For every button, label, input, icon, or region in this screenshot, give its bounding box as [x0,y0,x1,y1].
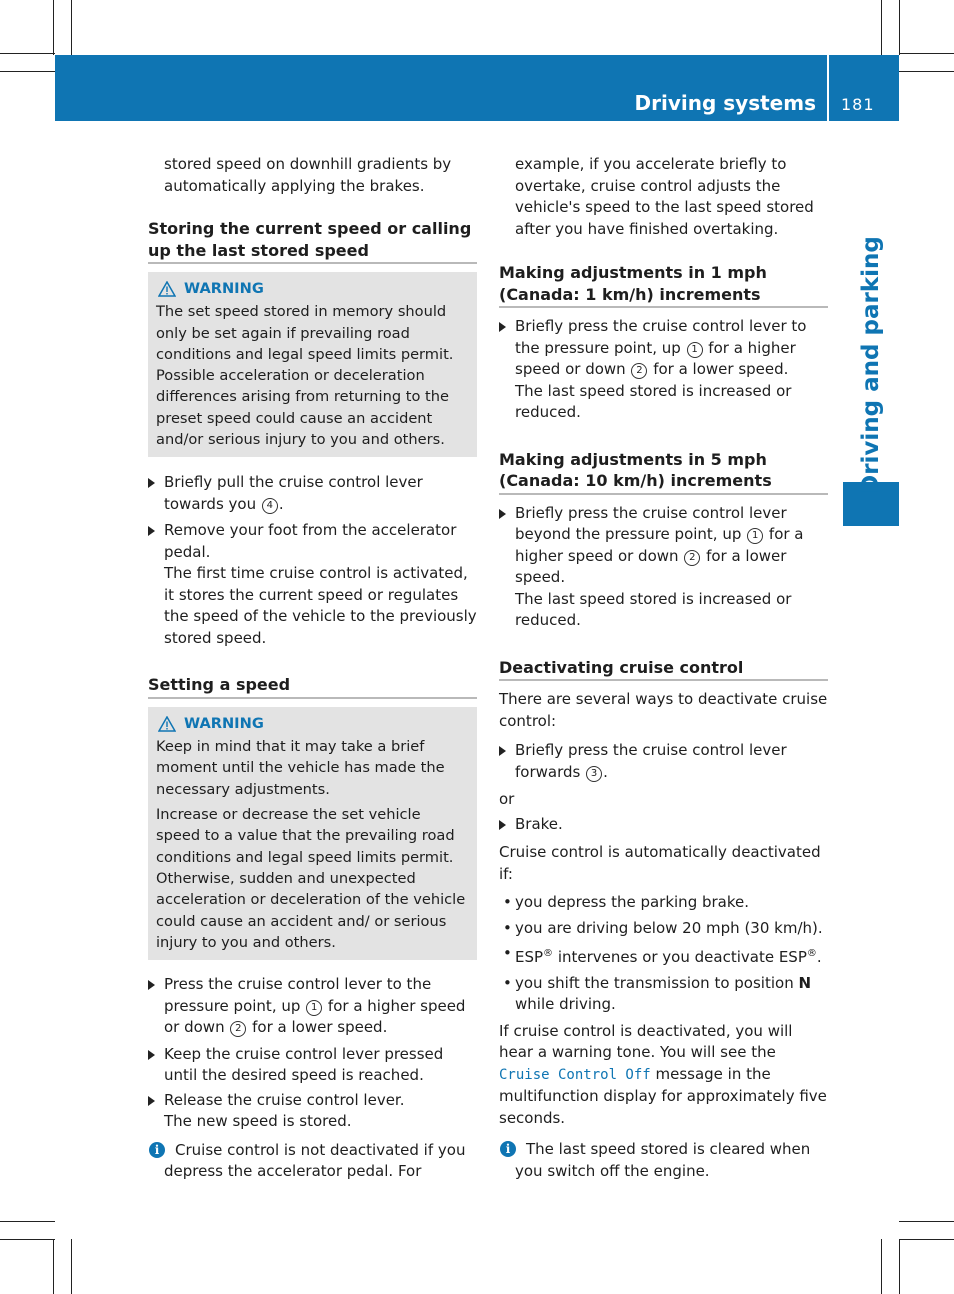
bullet-dot: • [503,973,512,992]
warning-box [148,272,477,457]
step-text: Briefly press the cruise control lever forwards [515,741,787,781]
step-arrow-icon [148,526,155,536]
warning-text: Increase or decrease the set vehicle speed to a value that the prevailing road conditions and legal speed limits permit. Otherwise, sudden and unexpected acceleration or deceleration of the vehicle could cause an accident and/ or serious injury to you and others. [156,806,466,951]
step-item [499,814,828,836]
page-number: 181 [841,95,875,114]
step-item [499,503,828,632]
heading-1mph: Making adjustments in 1 mph (Canada: 1 km/h) increments [499,262,828,308]
display-message: Cruise Control Off [499,1066,651,1083]
step-text: Keep the cruise control lever pressed until the desired speed is reached. [164,1044,444,1085]
list-item [499,973,828,1016]
list-item-text: you shift the transmission to position [515,973,799,992]
step-arrow-icon [499,509,506,519]
step-text: Remove your foot from the accelerator pedal. [164,521,457,561]
deact-intro: There are several ways to deactivate cruise control: [499,690,828,730]
circled-number: 1 [306,1000,322,1016]
heading-5mph: Making adjustments in 5 mph (Canada: 10 km/h) increments [499,449,828,495]
list-item-text: you depress the parking brake. [515,893,750,911]
step-result-text: The new speed is stored. [164,1112,352,1131]
info-text: Cruise control is not deactivated if you depress the accelerator pedal. For [164,1140,466,1181]
step-item [499,316,828,424]
circled-number: 2 [631,363,647,379]
step-result-text: The last speed stored is increased or reduced. [515,589,792,629]
warning-triangle-icon [158,716,176,732]
side-tab-label: Driving and parking [858,236,884,494]
crop-mark [899,1239,954,1240]
step-text: Press the cruise control lever to the pressure point, up [164,975,432,1015]
step-arrow-icon [148,478,155,488]
warning-title [158,278,469,299]
step-text: for a lower speed. [247,1018,388,1037]
list-item-text: ESP [515,948,544,966]
list-item-text: intervenes or you deactivate ESP [553,948,807,966]
warning-tone-text [499,1021,828,1130]
info-note [148,1140,477,1183]
step-item [148,472,477,515]
step-text: Brake. [515,814,563,833]
crop-mark [899,53,954,54]
or-text: or [499,790,515,808]
step-arrow-icon [148,1096,155,1106]
info-note [499,1139,828,1182]
step-text: Briefly press the cruise control lever beyond the pressure point, up [515,503,787,543]
heading-deactivating: Deactivating cruise control [499,657,828,682]
step-item [148,1090,477,1133]
warning-box [148,707,477,960]
registered-mark: ® [543,948,554,959]
list-item [499,918,828,940]
step-result-text: The first time cruise control is activated, it stores the current speed or regulates the speed of the vehicle to the previously stored speed. [164,564,477,647]
crop-mark [0,53,55,54]
heading-store-speed: Storing the current speed or calling up the last stored speed [148,218,477,264]
crop-mark [899,71,954,72]
step-text: for a higher speed or down [164,996,466,1037]
page-header [55,55,899,121]
right-column [499,154,828,1182]
section-title: Driving systems [634,91,816,115]
crop-mark [881,1239,882,1294]
step-arrow-icon [148,1050,155,1060]
header-divider [827,55,829,121]
warning-title-text: WARNING [184,714,264,732]
list-item-text: while driving. [515,995,616,1013]
heading-setting-speed: Setting a speed [148,674,477,699]
list-item [499,943,828,969]
step-text: for a lower speed. [515,546,787,586]
list-item [499,892,828,914]
crop-mark [71,1239,72,1294]
step-text: . [603,762,608,781]
crop-mark [0,1221,55,1222]
info-icon: i [149,1142,165,1158]
crop-mark [53,1239,54,1294]
intro-text: stored speed on downhill gradients by automatically applying the brakes. [164,155,452,195]
crop-mark [0,1239,55,1240]
step-text: for a higher speed or down [515,338,796,378]
auto-deact-intro: Cruise control is automatically deactivated if: [499,843,821,883]
step-item [499,740,828,783]
step-text: Briefly press the cruise control lever to the pressure point, up [515,317,807,357]
warning-title-text: WARNING [184,280,264,297]
list-item-text: . [816,948,822,966]
bullet-dot: • [503,893,512,911]
warning-title [158,713,469,734]
warning-text: Keep in mind that it may take a brief moment until the vehicle has made the necessary adjustments. [156,738,445,798]
left-column [148,154,477,1183]
gear-position: N [798,973,812,992]
step-item [148,1044,477,1087]
bullet-dot: • [503,944,512,962]
circled-number: 1 [687,342,703,358]
step-text: for a higher speed or down [515,525,804,565]
crop-mark [71,0,72,55]
crop-mark [899,1221,954,1222]
circled-number: 1 [747,528,763,544]
bullet-dot: • [503,918,512,937]
info-icon: i [500,1141,516,1157]
info-text: The last speed stored is cleared when you switch off the engine. [515,1140,811,1180]
crop-mark [899,1239,900,1294]
crop-mark [53,0,54,55]
crop-mark [0,71,55,72]
step-arrow-icon [148,980,155,990]
crop-mark [881,0,882,55]
step-text: for a lower speed. [648,360,789,378]
warning-text: The set speed stored in memory should only be set again if prevailing road conditions and legal speed limits permit. Possible acceleration or deceleration differences arising from returning to the preset speed could cause an accident and/or serious injury to you and others. [156,303,454,449]
step-item [148,520,477,649]
body-text: If cruise control is deactivated, you will hear a warning tone. You will see the [499,1021,793,1061]
registered-mark: ® [806,948,817,959]
step-text: Briefly pull the cruise control lever towards you [164,473,423,513]
circled-number: 2 [684,550,700,566]
step-result-text: The last speed stored is increased or reduced. [515,381,792,421]
step-arrow-icon [499,322,506,332]
step-text: . [278,494,284,513]
step-text: Release the cruise control lever. [164,1090,405,1109]
intro-text: example, if you accelerate briefly to overtake, cruise control adjusts the vehicle's speed to the last speed stored after you have finished overtaking. [515,155,814,238]
warning-triangle-icon [158,281,176,297]
body-text: message in the multifunction display for approximately five seconds. [499,1064,827,1127]
step-arrow-icon [499,820,506,830]
circled-number: 4 [262,498,278,514]
circled-number: 2 [230,1021,246,1037]
step-item [148,974,477,1039]
crop-mark [899,0,900,55]
list-item-text: you are driving below 20 mph (30 km/h). [515,918,823,937]
step-arrow-icon [499,746,506,756]
circled-number: 3 [586,766,602,782]
